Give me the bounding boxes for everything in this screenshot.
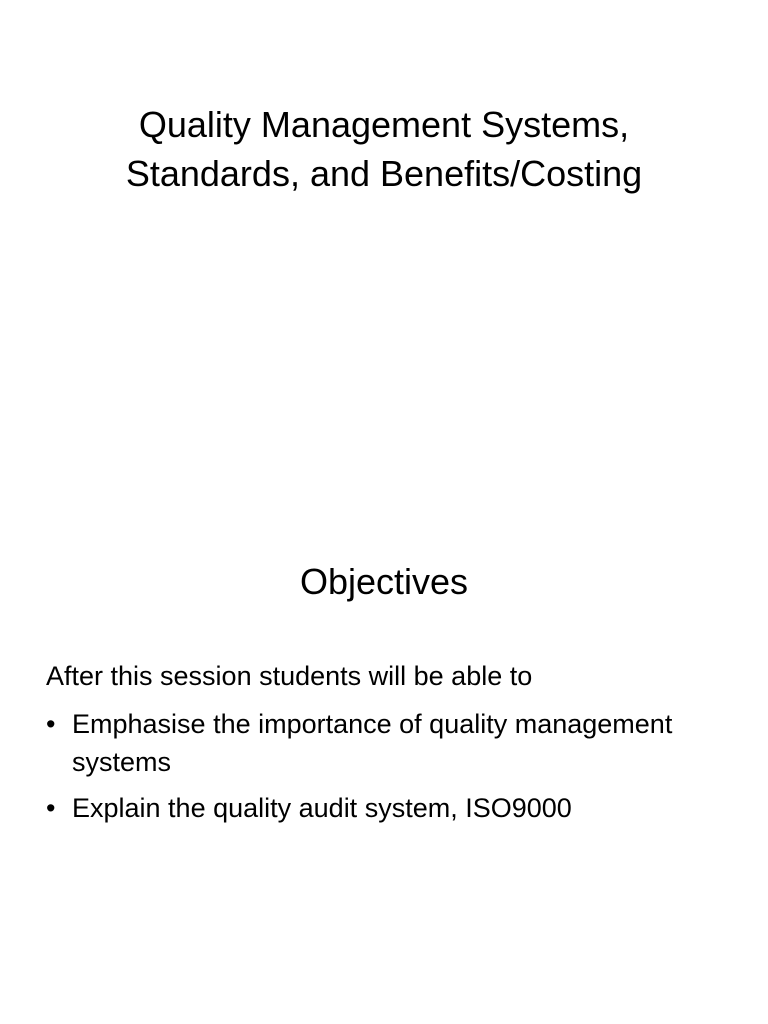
slide-title-line-2: Standards, and Benefits/Costing	[125, 153, 643, 194]
list-item	[46, 705, 736, 781]
slide-title	[60, 100, 708, 198]
list-item-text: Explain the quality audit system, ISO9000	[72, 793, 572, 823]
bullet-icon: •	[46, 793, 56, 823]
objectives-intro: After this session students will be able to	[46, 661, 533, 691]
objectives-heading: Objectives	[299, 561, 469, 602]
bullet-icon: •	[46, 709, 56, 739]
list-item-text: Emphasise the importance of quality management systems	[72, 709, 673, 777]
slide-title-line-1: Quality Management Systems,	[138, 104, 630, 145]
objectives-slide	[0, 512, 768, 1024]
list-item	[46, 789, 736, 827]
objectives-list	[46, 705, 736, 835]
